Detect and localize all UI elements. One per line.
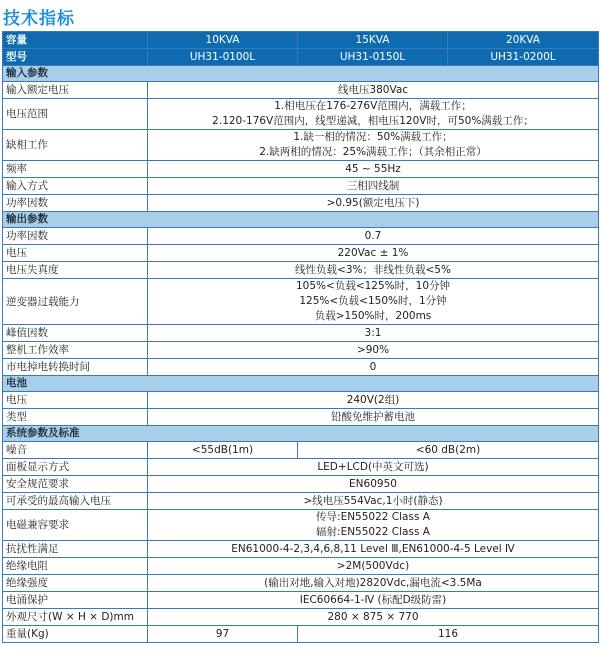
- row-value: 45 ~ 55Hz: [148, 161, 599, 178]
- model-0100l: UH31-0100L: [148, 49, 298, 66]
- row-label: 绝缘强度: [3, 575, 148, 592]
- row-label: 市电掉电转换时间: [3, 359, 148, 376]
- row-value-line: 传导:EN55022 Class A: [316, 511, 430, 523]
- row-value: 铅酸免维护蓄电池: [148, 409, 599, 426]
- row-value: IEC60664-1-Ⅳ (标配D级防雷): [148, 592, 599, 609]
- table-row: [3, 392, 599, 409]
- row-value: 0.7: [148, 228, 599, 245]
- row-label: 噪音: [3, 442, 148, 459]
- section-output-title: 输出参数: [3, 212, 599, 228]
- row-value: 三相四线制: [148, 178, 599, 195]
- row-value-line: 1.相电压在176-276V范围内，满载工作；: [274, 100, 472, 112]
- table-row: [3, 359, 599, 376]
- row-value: 97: [148, 626, 298, 643]
- table-row: [3, 558, 599, 575]
- row-value: 3:1: [148, 325, 599, 342]
- capacity-row: [3, 32, 599, 49]
- row-value: [148, 99, 599, 130]
- row-label: 整机工作效率: [3, 342, 148, 359]
- row-value: EN61000-4-2,3,4,6,8,11 Level Ⅲ,EN61000-4-5 Level Ⅳ: [148, 541, 599, 558]
- table-row: [3, 245, 599, 262]
- table-row: [3, 493, 599, 510]
- table-row: [3, 510, 599, 541]
- table-row: [3, 82, 599, 99]
- table-row: [3, 626, 599, 643]
- row-label: 可承受的最高输入电压: [3, 493, 148, 510]
- row-value: LED+LCD(中英文可选): [148, 459, 599, 476]
- section-battery: [3, 376, 599, 392]
- row-value: >线电压554Vac,1小时(静态): [148, 493, 599, 510]
- row-value-line: 辐射:EN55022 Class A: [316, 526, 430, 538]
- table-row: [3, 130, 599, 161]
- row-value: 线性负载<3%；非线性负载<5%: [148, 262, 599, 279]
- row-label: 功率因数: [3, 195, 148, 212]
- table-row: [3, 279, 599, 325]
- table-row: [3, 575, 599, 592]
- model-0200l: UH31-0200L: [448, 49, 599, 66]
- row-label: 电压: [3, 392, 148, 409]
- row-value: 线电压380Vac: [148, 82, 599, 99]
- row-label: 输入方式: [3, 178, 148, 195]
- spec-table: [2, 31, 599, 643]
- row-label: 频率: [3, 161, 148, 178]
- row-label: 功率因数: [3, 228, 148, 245]
- row-label: 抗扰性满足: [3, 541, 148, 558]
- table-row: [3, 178, 599, 195]
- capacity-15kva: 15KVA: [298, 32, 448, 49]
- section-input-title: 输入参数: [3, 66, 599, 82]
- row-label: 类型: [3, 409, 148, 426]
- table-row: [3, 409, 599, 426]
- model-row: [3, 49, 599, 66]
- model-0150l: UH31-0150L: [298, 49, 448, 66]
- row-label: 电压失真度: [3, 262, 148, 279]
- table-row: [3, 342, 599, 359]
- row-value: EN60950: [148, 476, 599, 493]
- section-input: [3, 66, 599, 82]
- row-label: 电涌保护: [3, 592, 148, 609]
- row-value: >90%: [148, 342, 599, 359]
- section-battery-title: 电池: [3, 376, 599, 392]
- row-label: 电压: [3, 245, 148, 262]
- row-value-line: 125%<负载<150%时，1分钟: [299, 295, 447, 307]
- row-value: [148, 279, 599, 325]
- row-value: 116: [298, 626, 599, 643]
- table-row: [3, 541, 599, 558]
- row-value: 280 × 875 × 770: [148, 609, 599, 626]
- row-label: 面板显示方式: [3, 459, 148, 476]
- row-value: >2M(500Vdc): [148, 558, 599, 575]
- row-value: [148, 510, 599, 541]
- row-value-line: 2.120-176V范围内，线型递减，相电压120V时，可50%满载工作；: [212, 115, 534, 127]
- row-label: 安全规范要求: [3, 476, 148, 493]
- table-row: [3, 459, 599, 476]
- capacity-10kva: 10KVA: [148, 32, 298, 49]
- row-value-line: 2.缺两相的情况：25%满载工作；（其余相正常）: [259, 146, 487, 158]
- row-value: (输出对地,输入对地)2820Vdc,漏电流<3.5Ma: [148, 575, 599, 592]
- row-value: [148, 130, 599, 161]
- table-row: [3, 609, 599, 626]
- capacity-label: 容量: [3, 32, 148, 49]
- table-row: [3, 195, 599, 212]
- table-row: [3, 442, 599, 459]
- section-output: [3, 212, 599, 228]
- row-value: >0.95(额定电压下): [148, 195, 599, 212]
- row-label: 输入额定电压: [3, 82, 148, 99]
- row-label: 电压范围: [3, 99, 148, 130]
- row-value: 240V(2组): [148, 392, 599, 409]
- row-label: 逆变器过载能力: [3, 279, 148, 325]
- capacity-20kva: 20KVA: [448, 32, 599, 49]
- row-label: 重量(Kg): [3, 626, 148, 643]
- row-label: 峰值因数: [3, 325, 148, 342]
- row-value-line: 1.缺一相的情况：50%满载工作；: [293, 131, 453, 143]
- table-row: [3, 99, 599, 130]
- row-label: 绝缘电阻: [3, 558, 148, 575]
- row-label: 电磁兼容要求: [3, 510, 148, 541]
- row-value: <55dB(1m): [148, 442, 298, 459]
- table-row: [3, 161, 599, 178]
- section-system-title: 系统参数及标准: [3, 426, 599, 442]
- model-label: 型号: [3, 49, 148, 66]
- row-value: 220Vac ± 1%: [148, 245, 599, 262]
- row-label: 外观尺寸(W × H × D)mm: [3, 609, 148, 626]
- table-row: [3, 262, 599, 279]
- section-system: [3, 426, 599, 442]
- page-title: 技术指标: [3, 9, 75, 29]
- table-row: [3, 325, 599, 342]
- row-label: 缺相工作: [3, 130, 148, 161]
- row-value: 0: [148, 359, 599, 376]
- table-row: [3, 476, 599, 493]
- table-row: [3, 228, 599, 245]
- row-value-line: 负载>150%时，200ms: [314, 310, 432, 322]
- table-row: [3, 592, 599, 609]
- row-value-line: 105%<负载<125%时，10分钟: [296, 280, 450, 292]
- row-value: <60 dB(2m): [298, 442, 599, 459]
